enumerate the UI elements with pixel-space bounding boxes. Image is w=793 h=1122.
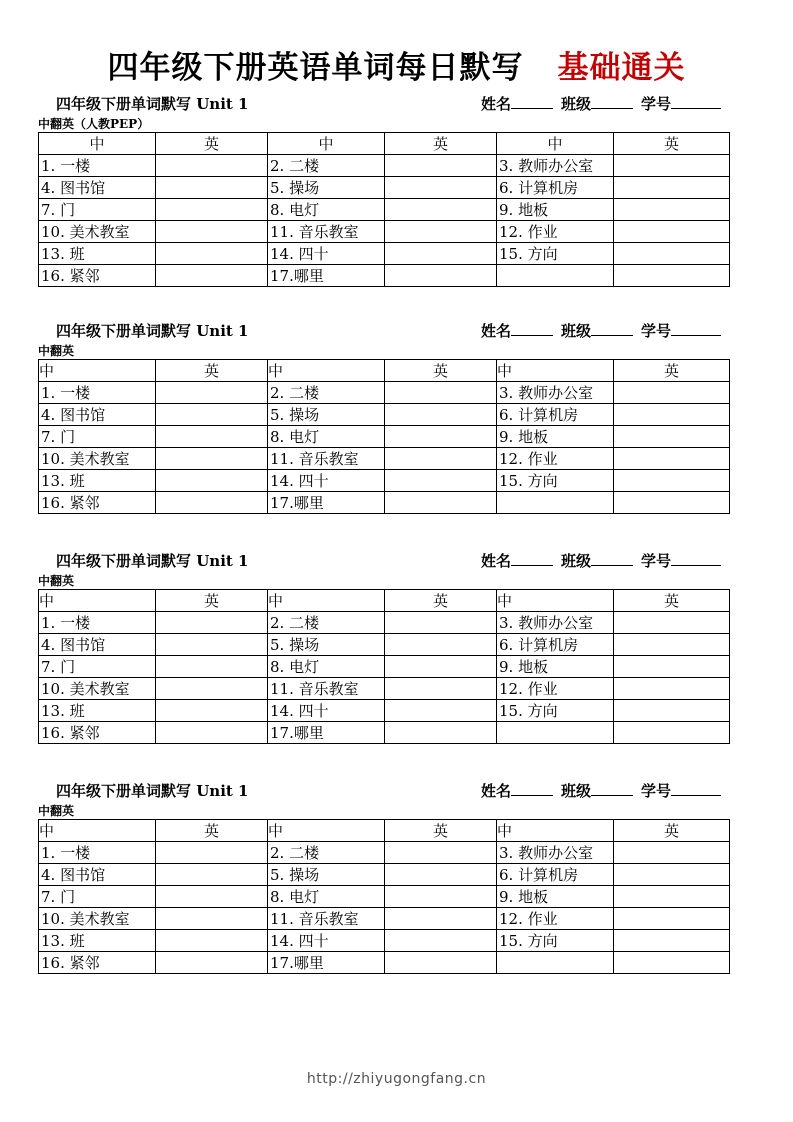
- sheet-fields: [473, 780, 721, 801]
- chinese-word-cell: 3. 教师办公室: [497, 842, 614, 864]
- chinese-word-cell: 12. 作业: [497, 908, 614, 930]
- english-answer-cell[interactable]: [385, 155, 497, 177]
- english-answer-cell[interactable]: [614, 908, 730, 930]
- column-header: 英: [385, 133, 497, 155]
- chinese-word-cell: 12. 作业: [497, 221, 614, 243]
- english-answer-cell[interactable]: [156, 700, 268, 722]
- english-answer-cell[interactable]: [156, 265, 268, 287]
- column-header: 英: [156, 360, 268, 382]
- chinese-word-cell: 17.哪里: [268, 952, 385, 974]
- dictation-sheet: [38, 93, 729, 287]
- column-header: 英: [156, 820, 268, 842]
- chinese-word-cell: 7. 门: [39, 886, 156, 908]
- chinese-word-cell: 4. 图书馆: [39, 404, 156, 426]
- chinese-word-cell: 9. 地板: [497, 199, 614, 221]
- english-answer-cell[interactable]: [385, 221, 497, 243]
- table-row: [39, 155, 730, 177]
- english-answer-cell[interactable]: [614, 199, 730, 221]
- table-row: [39, 470, 730, 492]
- sheet-header: [38, 93, 729, 115]
- chinese-word-cell: 6. 计算机房: [497, 864, 614, 886]
- english-answer-cell[interactable]: [385, 952, 497, 974]
- table-row: [39, 382, 730, 404]
- name-label: 姓名: [480, 322, 511, 340]
- sheet-subtitle: 中翻英: [38, 574, 75, 588]
- english-answer-cell[interactable]: [385, 492, 497, 514]
- chinese-word-cell: 14. 四十: [268, 700, 385, 722]
- student-id-label: 学号: [640, 552, 671, 570]
- table-row: [39, 842, 730, 864]
- chinese-word-cell: [497, 492, 614, 514]
- word-table: [38, 359, 730, 514]
- english-answer-cell[interactable]: [614, 634, 730, 656]
- english-answer-cell[interactable]: [156, 886, 268, 908]
- student-id-blank[interactable]: [671, 321, 721, 336]
- chinese-word-cell: 7. 门: [39, 199, 156, 221]
- english-answer-cell[interactable]: [614, 470, 730, 492]
- table-row: [39, 177, 730, 199]
- chinese-word-cell: 16. 紧邻: [39, 265, 156, 287]
- table-row: [39, 404, 730, 426]
- name-blank[interactable]: [511, 551, 553, 566]
- column-header: 中: [39, 133, 156, 155]
- chinese-word-cell: 4. 图书馆: [39, 177, 156, 199]
- column-header: 中: [268, 590, 385, 612]
- chinese-word-cell: 7. 门: [39, 656, 156, 678]
- english-answer-cell[interactable]: [385, 864, 497, 886]
- english-answer-cell[interactable]: [156, 155, 268, 177]
- table-header-row: [39, 360, 730, 382]
- chinese-word-cell: [497, 722, 614, 744]
- word-table: [38, 819, 730, 974]
- chinese-word-cell: 8. 电灯: [268, 886, 385, 908]
- sheet-subtitle: 中翻英: [38, 344, 75, 358]
- column-header: 英: [614, 820, 730, 842]
- chinese-word-cell: 13. 班: [39, 243, 156, 265]
- chinese-word-cell: 13. 班: [39, 700, 156, 722]
- english-answer-cell[interactable]: [156, 656, 268, 678]
- english-answer-cell[interactable]: [385, 426, 497, 448]
- english-answer-cell[interactable]: [385, 700, 497, 722]
- chinese-word-cell: 6. 计算机房: [497, 404, 614, 426]
- english-answer-cell[interactable]: [156, 199, 268, 221]
- column-header: 英: [614, 590, 730, 612]
- english-answer-cell[interactable]: [385, 634, 497, 656]
- name-label: 姓名: [480, 95, 511, 113]
- column-header: 中: [268, 360, 385, 382]
- column-header: 英: [385, 360, 497, 382]
- class-label: 班级: [560, 322, 591, 340]
- english-answer-cell[interactable]: [614, 952, 730, 974]
- name-blank[interactable]: [511, 94, 553, 109]
- english-answer-cell[interactable]: [156, 678, 268, 700]
- table-row: [39, 492, 730, 514]
- chinese-word-cell: 1. 一楼: [39, 612, 156, 634]
- name-label: 姓名: [480, 552, 511, 570]
- english-answer-cell[interactable]: [156, 908, 268, 930]
- english-answer-cell[interactable]: [156, 221, 268, 243]
- chinese-word-cell: 13. 班: [39, 930, 156, 952]
- chinese-word-cell: 10. 美术教室: [39, 221, 156, 243]
- english-answer-cell[interactable]: [156, 930, 268, 952]
- sheet-title: 四年级下册单词默写 Unit 1: [56, 95, 249, 113]
- student-id-blank[interactable]: [671, 94, 721, 109]
- english-answer-cell[interactable]: [156, 426, 268, 448]
- sheet-header: [38, 550, 729, 572]
- table-row: [39, 634, 730, 656]
- table-row: [39, 908, 730, 930]
- chinese-word-cell: 14. 四十: [268, 470, 385, 492]
- english-answer-cell[interactable]: [156, 404, 268, 426]
- column-header: 中: [268, 133, 385, 155]
- english-answer-cell[interactable]: [614, 656, 730, 678]
- english-answer-cell[interactable]: [156, 492, 268, 514]
- chinese-word-cell: 17.哪里: [268, 265, 385, 287]
- chinese-word-cell: 6. 计算机房: [497, 177, 614, 199]
- chinese-word-cell: 12. 作业: [497, 448, 614, 470]
- chinese-word-cell: 15. 方向: [497, 930, 614, 952]
- chinese-word-cell: 2. 二楼: [268, 842, 385, 864]
- table-row: [39, 265, 730, 287]
- chinese-word-cell: 14. 四十: [268, 243, 385, 265]
- table-row: [39, 864, 730, 886]
- english-answer-cell[interactable]: [156, 952, 268, 974]
- table-row: [39, 612, 730, 634]
- english-answer-cell[interactable]: [614, 404, 730, 426]
- sheet-header: [38, 780, 729, 802]
- english-answer-cell[interactable]: [385, 265, 497, 287]
- english-answer-cell[interactable]: [614, 155, 730, 177]
- sheet-fields: [473, 93, 721, 114]
- english-answer-cell[interactable]: [614, 612, 730, 634]
- class-blank[interactable]: [591, 551, 633, 566]
- table-row: [39, 448, 730, 470]
- english-answer-cell[interactable]: [385, 930, 497, 952]
- english-answer-cell[interactable]: [614, 177, 730, 199]
- column-header: 英: [156, 133, 268, 155]
- chinese-word-cell: 12. 作业: [497, 678, 614, 700]
- column-header: 中: [39, 590, 156, 612]
- chinese-word-cell: 2. 二楼: [268, 382, 385, 404]
- english-answer-cell[interactable]: [385, 199, 497, 221]
- chinese-word-cell: 16. 紧邻: [39, 722, 156, 744]
- english-answer-cell[interactable]: [614, 700, 730, 722]
- page-title-accent: 基础通关: [557, 50, 686, 86]
- english-answer-cell[interactable]: [156, 722, 268, 744]
- column-header: 中: [497, 133, 614, 155]
- english-answer-cell[interactable]: [614, 243, 730, 265]
- column-header: 英: [614, 133, 730, 155]
- english-answer-cell[interactable]: [385, 656, 497, 678]
- chinese-word-cell: 10. 美术教室: [39, 448, 156, 470]
- chinese-word-cell: 8. 电灯: [268, 656, 385, 678]
- sheet-header: [38, 320, 729, 342]
- column-header: 中: [268, 820, 385, 842]
- column-header: 中: [497, 820, 614, 842]
- english-answer-cell[interactable]: [156, 842, 268, 864]
- chinese-word-cell: 9. 地板: [497, 886, 614, 908]
- table-header-row: [39, 590, 730, 612]
- chinese-word-cell: 10. 美术教室: [39, 678, 156, 700]
- column-header: 英: [156, 590, 268, 612]
- chinese-word-cell: 3. 教师办公室: [497, 382, 614, 404]
- english-answer-cell[interactable]: [156, 470, 268, 492]
- page-title-main: 四年级下册英语单词每日默写: [107, 50, 524, 86]
- chinese-word-cell: 5. 操场: [268, 634, 385, 656]
- class-label: 班级: [560, 95, 591, 113]
- english-answer-cell[interactable]: [156, 864, 268, 886]
- table-row: [39, 221, 730, 243]
- chinese-word-cell: 7. 门: [39, 426, 156, 448]
- table-row: [39, 952, 730, 974]
- english-answer-cell[interactable]: [614, 864, 730, 886]
- sheet-subtitle: 中翻英: [38, 804, 75, 818]
- column-header: 中: [497, 590, 614, 612]
- chinese-word-cell: 5. 操场: [268, 404, 385, 426]
- chinese-word-cell: 1. 一楼: [39, 382, 156, 404]
- student-id-label: 学号: [640, 95, 671, 113]
- table-row: [39, 199, 730, 221]
- english-answer-cell[interactable]: [614, 265, 730, 287]
- english-answer-cell[interactable]: [614, 886, 730, 908]
- chinese-word-cell: 6. 计算机房: [497, 634, 614, 656]
- english-answer-cell[interactable]: [614, 448, 730, 470]
- dictation-sheet: [38, 550, 729, 744]
- chinese-word-cell: 3. 教师办公室: [497, 612, 614, 634]
- chinese-word-cell: 4. 图书馆: [39, 864, 156, 886]
- chinese-word-cell: 5. 操场: [268, 177, 385, 199]
- chinese-word-cell: 4. 图书馆: [39, 634, 156, 656]
- english-answer-cell[interactable]: [156, 448, 268, 470]
- column-header: 英: [385, 820, 497, 842]
- chinese-word-cell: 13. 班: [39, 470, 156, 492]
- english-answer-cell[interactable]: [385, 470, 497, 492]
- english-answer-cell[interactable]: [156, 243, 268, 265]
- chinese-word-cell: 11. 音乐教室: [268, 908, 385, 930]
- table-row: [39, 930, 730, 952]
- column-header: 中: [39, 820, 156, 842]
- chinese-word-cell: 5. 操场: [268, 864, 385, 886]
- english-answer-cell[interactable]: [156, 634, 268, 656]
- table-row: [39, 243, 730, 265]
- english-answer-cell[interactable]: [614, 221, 730, 243]
- chinese-word-cell: [497, 265, 614, 287]
- footer-url: http://zhiyugongfang.cn: [306, 1071, 487, 1087]
- chinese-word-cell: 2. 二楼: [268, 612, 385, 634]
- english-answer-cell[interactable]: [614, 930, 730, 952]
- table-header-row: [39, 820, 730, 842]
- english-answer-cell[interactable]: [385, 842, 497, 864]
- chinese-word-cell: 2. 二楼: [268, 155, 385, 177]
- name-label: 姓名: [480, 782, 511, 800]
- english-answer-cell[interactable]: [614, 426, 730, 448]
- class-label: 班级: [560, 782, 591, 800]
- english-answer-cell[interactable]: [385, 404, 497, 426]
- table-row: [39, 886, 730, 908]
- chinese-word-cell: 11. 音乐教室: [268, 221, 385, 243]
- sheet-title: 四年级下册单词默写 Unit 1: [56, 782, 249, 800]
- chinese-word-cell: 8. 电灯: [268, 426, 385, 448]
- english-answer-cell[interactable]: [614, 382, 730, 404]
- english-answer-cell[interactable]: [385, 382, 497, 404]
- page-title: [0, 42, 793, 87]
- chinese-word-cell: 9. 地板: [497, 656, 614, 678]
- table-row: [39, 656, 730, 678]
- name-blank[interactable]: [511, 781, 553, 796]
- column-header: 中: [497, 360, 614, 382]
- class-blank[interactable]: [591, 781, 633, 796]
- class-blank[interactable]: [591, 94, 633, 109]
- student-id-label: 学号: [640, 782, 671, 800]
- sheet-fields: [473, 550, 721, 571]
- english-answer-cell[interactable]: [156, 382, 268, 404]
- chinese-word-cell: 15. 方向: [497, 700, 614, 722]
- student-id-label: 学号: [640, 322, 671, 340]
- chinese-word-cell: 17.哪里: [268, 722, 385, 744]
- student-id-blank[interactable]: [671, 551, 721, 566]
- column-header: 英: [385, 590, 497, 612]
- english-answer-cell[interactable]: [385, 243, 497, 265]
- english-answer-cell[interactable]: [156, 612, 268, 634]
- chinese-word-cell: 10. 美术教室: [39, 908, 156, 930]
- english-answer-cell[interactable]: [385, 678, 497, 700]
- chinese-word-cell: 16. 紧邻: [39, 952, 156, 974]
- chinese-word-cell: 15. 方向: [497, 470, 614, 492]
- english-answer-cell[interactable]: [614, 492, 730, 514]
- student-id-blank[interactable]: [671, 781, 721, 796]
- english-answer-cell[interactable]: [614, 842, 730, 864]
- table-row: [39, 722, 730, 744]
- sheet-subtitle: 中翻英（人教PEP）: [38, 117, 150, 131]
- class-blank[interactable]: [591, 321, 633, 336]
- name-blank[interactable]: [511, 321, 553, 336]
- chinese-word-cell: 17.哪里: [268, 492, 385, 514]
- chinese-word-cell: 8. 电灯: [268, 199, 385, 221]
- english-answer-cell[interactable]: [614, 678, 730, 700]
- chinese-word-cell: 16. 紧邻: [39, 492, 156, 514]
- chinese-word-cell: 1. 一楼: [39, 842, 156, 864]
- sheet-fields: [473, 320, 721, 341]
- english-answer-cell[interactable]: [385, 612, 497, 634]
- class-label: 班级: [560, 552, 591, 570]
- english-answer-cell[interactable]: [614, 722, 730, 744]
- table-row: [39, 426, 730, 448]
- chinese-word-cell: [497, 952, 614, 974]
- english-answer-cell[interactable]: [385, 886, 497, 908]
- chinese-word-cell: 11. 音乐教室: [268, 448, 385, 470]
- chinese-word-cell: 15. 方向: [497, 243, 614, 265]
- dictation-sheet: [38, 320, 729, 514]
- english-answer-cell[interactable]: [385, 448, 497, 470]
- chinese-word-cell: 14. 四十: [268, 930, 385, 952]
- sheet-title: 四年级下册单词默写 Unit 1: [56, 552, 249, 570]
- chinese-word-cell: 1. 一楼: [39, 155, 156, 177]
- chinese-word-cell: 3. 教师办公室: [497, 155, 614, 177]
- table-row: [39, 700, 730, 722]
- word-table: [38, 132, 730, 287]
- chinese-word-cell: 9. 地板: [497, 426, 614, 448]
- english-answer-cell[interactable]: [385, 177, 497, 199]
- table-header-row: [39, 133, 730, 155]
- table-row: [39, 678, 730, 700]
- sheet-title: 四年级下册单词默写 Unit 1: [56, 322, 249, 340]
- column-header: 英: [614, 360, 730, 382]
- chinese-word-cell: 11. 音乐教室: [268, 678, 385, 700]
- english-answer-cell[interactable]: [156, 177, 268, 199]
- word-table: [38, 589, 730, 744]
- english-answer-cell[interactable]: [385, 722, 497, 744]
- column-header: 中: [39, 360, 156, 382]
- english-answer-cell[interactable]: [385, 908, 497, 930]
- dictation-sheet: [38, 780, 729, 974]
